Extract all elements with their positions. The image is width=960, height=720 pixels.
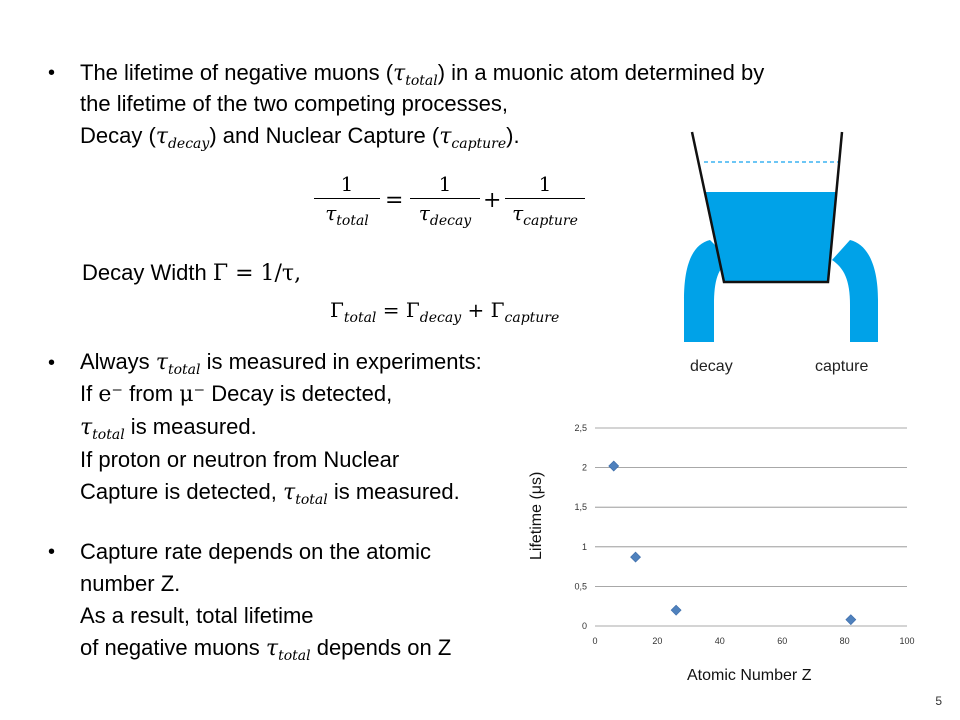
- text-segment: Always: [80, 349, 156, 374]
- gamma-symbol: Γ: [330, 298, 344, 322]
- lifetime-chart: [555, 420, 925, 660]
- x-tick-label: 80: [839, 636, 850, 646]
- bullet-marker: •: [48, 352, 56, 374]
- bullet-3-line-3: As a result, total lifetime: [80, 603, 314, 628]
- fraction-capture: [505, 172, 585, 228]
- y-tick-label: 2: [581, 462, 587, 473]
- subscript-decay: decay: [429, 213, 472, 229]
- subscript-capture: capture: [504, 310, 560, 326]
- y-tick-label: 0: [581, 621, 587, 631]
- y-tick-label: 1,5: [574, 502, 587, 513]
- subscript-capture: capture: [523, 213, 578, 229]
- decay-width-line: [82, 258, 301, 288]
- denominator: [410, 201, 480, 228]
- text-segment: ).: [506, 123, 520, 148]
- text-segment: of negative muons: [80, 635, 266, 660]
- x-tick-label: 40: [714, 636, 725, 646]
- plus-sign: +: [467, 298, 485, 322]
- fraction-bar: [314, 198, 380, 199]
- text-segment: ) and Nuclear Capture (: [209, 123, 440, 148]
- text-segment: If: [80, 381, 99, 406]
- bullet-2-line-3: [80, 412, 257, 445]
- page-number: 5: [935, 694, 942, 708]
- gamma-symbol: Γ: [490, 298, 505, 322]
- fraction-bar: [410, 198, 480, 199]
- plus-sign: +: [483, 188, 502, 213]
- decay-width-label: Decay Width: [82, 260, 213, 285]
- water: [704, 192, 836, 282]
- tau-symbol: τ: [512, 201, 524, 225]
- bullet-2-line-4: If proton or neutron from Nuclear: [80, 447, 400, 472]
- x-tick-label: 100: [899, 636, 915, 646]
- text-segment: Decay is detected,: [205, 381, 393, 406]
- gamma-symbol: Γ: [405, 298, 420, 322]
- data-point: [846, 615, 856, 625]
- subscript-total: total: [295, 492, 328, 508]
- x-tick-label: 60: [777, 636, 788, 646]
- muon-symbol: μ⁻: [179, 382, 206, 407]
- tau-symbol: τ: [265, 636, 279, 661]
- tau-symbol: τ: [393, 61, 406, 86]
- subscript-capture: capture: [451, 136, 507, 152]
- bullet-2-line-5: [80, 477, 460, 510]
- equals-sign: =: [382, 298, 400, 322]
- tau-symbol: τ: [80, 415, 93, 440]
- text-segment: is measured.: [327, 479, 460, 504]
- y-tick-label: 0,5: [574, 581, 587, 592]
- y-tick-label: 2,5: [574, 423, 587, 433]
- data-point: [609, 461, 619, 471]
- numerator: 1: [340, 172, 354, 196]
- text-segment: Decay (: [80, 123, 156, 148]
- x-tick-label: 20: [652, 636, 663, 646]
- tau-symbol: τ: [439, 124, 452, 149]
- equation-gamma: [330, 298, 560, 326]
- numerator: 1: [438, 172, 452, 196]
- subscript-total: total: [343, 310, 377, 326]
- text-segment: Capture is detected,: [80, 479, 284, 504]
- tau-symbol: τ: [283, 480, 296, 505]
- decay-width-formula: Γ = 1/τ,: [212, 261, 302, 286]
- fraction-decay: [410, 172, 480, 228]
- bullet-3-line-4: [80, 633, 451, 666]
- bullet-3-line-1: Capture rate depends on the atomic: [80, 539, 432, 564]
- subscript-total: total: [405, 73, 438, 89]
- subscript-total: total: [92, 427, 125, 443]
- bullet-marker: •: [48, 541, 56, 563]
- text-segment: is measured in experiments:: [200, 349, 482, 374]
- subscript-total: total: [336, 213, 369, 229]
- numerator: 1: [538, 172, 552, 196]
- bullet-1-line-2: the lifetime of the two competing processes,: [80, 91, 508, 116]
- data-point: [631, 552, 641, 562]
- x-axis-label: Atomic Number Z: [687, 667, 812, 684]
- subscript-total: total: [278, 648, 311, 664]
- cup-diagram: [670, 120, 900, 360]
- subscript-decay: decay: [419, 310, 462, 326]
- denominator: [505, 201, 585, 228]
- denominator: [314, 201, 380, 228]
- bullet-2-line-2: [80, 379, 392, 409]
- fraction-bar: [505, 198, 585, 199]
- y-axis-label: Lifetime (μs): [528, 471, 545, 560]
- tau-symbol: τ: [418, 201, 430, 225]
- data-point: [671, 605, 681, 615]
- electron-symbol: e⁻: [98, 382, 123, 407]
- tau-symbol: τ: [325, 201, 337, 225]
- bullet-1-line-3: [80, 121, 520, 154]
- bullet-1-line-1: [80, 58, 764, 91]
- tau-symbol: τ: [155, 124, 168, 149]
- equals-sign: =: [385, 188, 404, 213]
- text-segment: ) in a muonic atom determined by: [437, 60, 765, 85]
- subscript-decay: decay: [167, 136, 210, 152]
- fraction-total: [314, 172, 380, 228]
- decay-label: decay: [690, 358, 733, 375]
- tau-symbol: τ: [155, 350, 168, 375]
- bullet-3-line-2: number Z.: [80, 571, 181, 596]
- text-segment: The lifetime of negative muons (: [80, 60, 394, 85]
- bullet-marker: •: [48, 62, 56, 84]
- capture-label: capture: [815, 358, 869, 375]
- y-tick-label: 1: [581, 541, 587, 552]
- text-segment: from: [122, 381, 180, 406]
- subscript-total: total: [167, 362, 201, 378]
- bullet-2-line-1: [80, 347, 482, 380]
- text-segment: is measured.: [124, 414, 257, 439]
- text-segment: depends on Z: [310, 635, 452, 660]
- x-tick-label: 0: [592, 636, 598, 646]
- capture-outflow: [832, 240, 878, 342]
